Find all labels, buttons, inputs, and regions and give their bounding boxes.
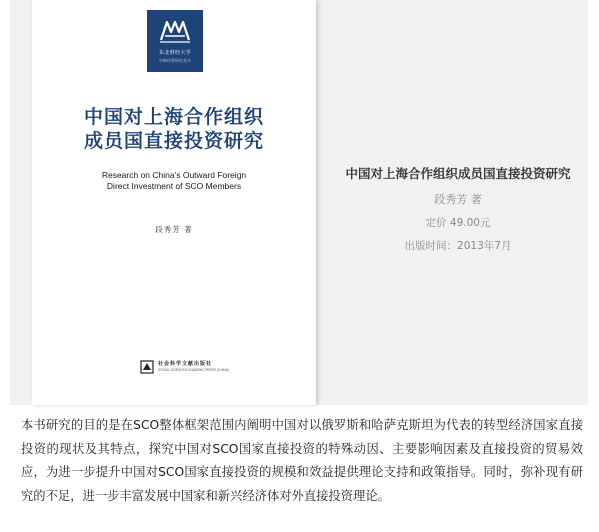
- cover-english-line-2: Direct Investment of SCO Members: [106, 181, 242, 191]
- publisher-logo-icon: [140, 360, 154, 374]
- cover-title-line-1: 中国对上海合作组织: [83, 106, 264, 128]
- book-cover-image: [32, 0, 316, 405]
- publication-date: 出版时间：2013年7月: [404, 240, 512, 252]
- emblem-logo-icon: [157, 18, 193, 44]
- emblem-school-name: 东北财经大学: [159, 50, 191, 56]
- cover-top-band: [32, 0, 316, 10]
- book-title: 中国对上海合作组织成员国直接投资研究: [345, 166, 571, 181]
- university-emblem: [147, 10, 203, 72]
- publisher-mark: [140, 358, 250, 378]
- book-price: 定价 49.00元: [425, 217, 491, 229]
- book-author: 段秀芳 著: [434, 193, 482, 206]
- cover-title: [32, 105, 316, 153]
- book-showcase-panel: [10, 0, 588, 405]
- cover-title-line-2: 成员国直接投资研究: [83, 130, 264, 152]
- cover-english-title: [32, 170, 316, 192]
- cover-english-line-1: Research on China's Outward Foreign: [101, 170, 247, 180]
- publisher-name: 社会科学文献出版社: [158, 361, 213, 367]
- cover-author: 段秀芳 著: [155, 225, 193, 234]
- book-info: [318, 0, 598, 405]
- book-description: 本书研究的目的是在SCO整体框架范围内阐明中国对以俄罗斯和哈萨克斯坦为代表的转型经济国家直接投资的现状及其特点，探究中国对SCO国家直接投资的特殊动因、主要影响因素及直接投资的贸易效应，为进一步提升中国对SCO国家直接投资的规模和效益提供理论支持和政策指导。同时，弥补现有研究的不足，进一步丰富发展中国家和新兴经济体对外直接投资理论。: [21, 418, 583, 503]
- emblem-series-name: 中新经管研究丛书: [159, 58, 191, 63]
- publisher-english-name: SOCIAL SCIENCES ACADEMIC PRESS (CHINA): [158, 368, 229, 372]
